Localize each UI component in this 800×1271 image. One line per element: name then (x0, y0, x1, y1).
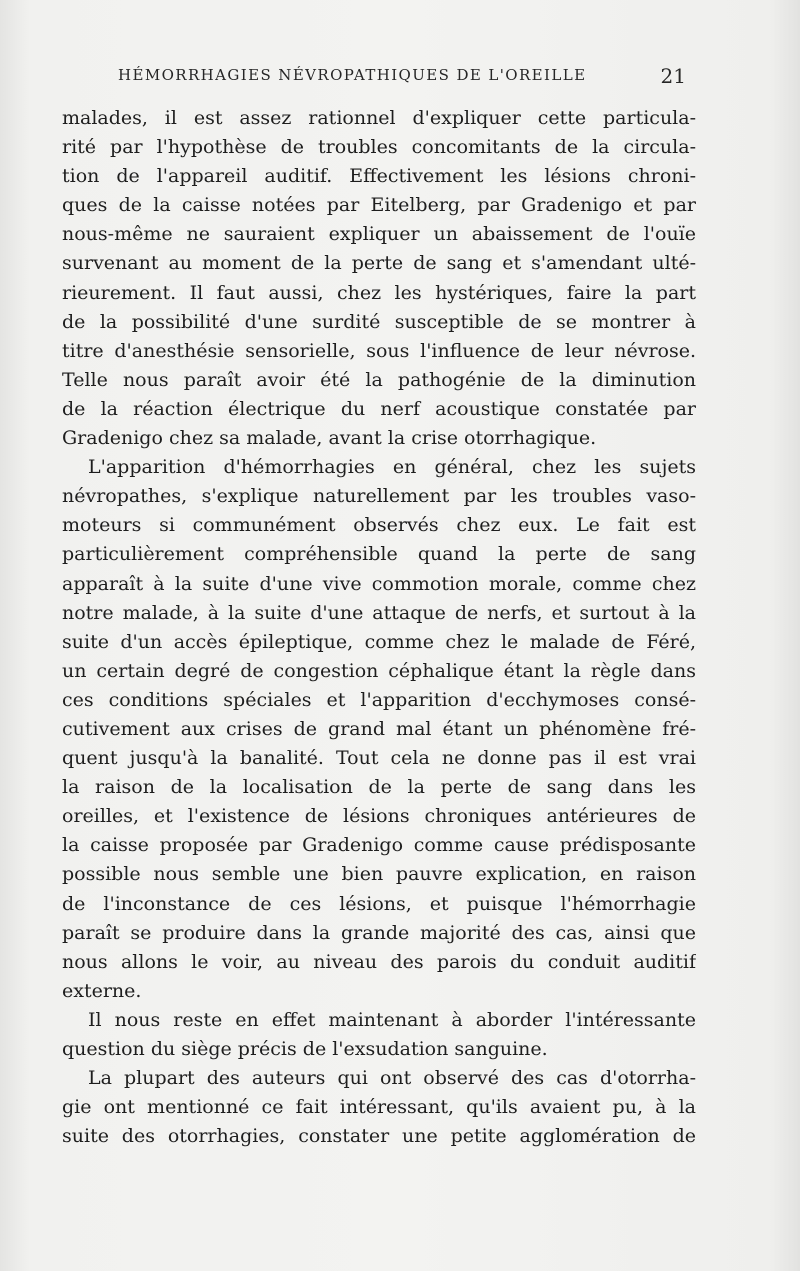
text-line: particulièrement compréhensible quand la perte de sang (62, 543, 696, 566)
text-line: cutivement aux crises de grand mal étant un phénomène fré- (62, 717, 696, 740)
text-line: malades, il est assez rationnel d'expliquer cette particula- (62, 107, 696, 129)
text-line: gie ont mentionné ce fait intéressant, qu'ils avaient pu, à la (62, 1096, 696, 1119)
text-line: névropathes, s'explique naturellement par les troubles vaso- (62, 485, 696, 508)
text-line: moteurs si communément observés chez eux. Le fait est (62, 514, 696, 537)
text-line: de l'inconstance de ces lésions, et puisque l'hémorrhagie (62, 892, 696, 915)
text-line: de la possibilité d'une surdité susceptible de se montrer à (62, 310, 696, 333)
text-line: suite d'un accès épileptique, comme chez le malade de Féré, (62, 630, 696, 653)
text-line: La plupart des auteurs qui ont observé des cas d'otorrha- (88, 1067, 696, 1090)
text-line: nous-même ne sauraient expliquer un abaissement de l'ouïe (62, 223, 696, 246)
text-line: rieurement. Il faut aussi, chez les hystériques, faire la part (62, 281, 696, 304)
text-line: la caisse proposée par Gradenigo comme cause prédisposante (62, 834, 696, 857)
text-line: externe. (62, 979, 142, 1002)
text-line: de la réaction électrique du nerf acoustique constatée par (62, 397, 696, 420)
running-title: HÉMORRHAGIES NÉVROPATHIQUES DE L'OREILLE (118, 66, 587, 84)
text-line: Il nous reste en effet maintenant à aborder l'intéressante (88, 1008, 696, 1031)
text-line: paraît se produire dans la grande majorité des cas, ainsi que (62, 921, 696, 944)
text-line: apparaît à la suite d'une vive commotion morale, comme chez (62, 572, 696, 595)
text-line: survenant au moment de la perte de sang et s'amendant ulté- (62, 252, 696, 275)
text-line: nous allons le voir, au niveau des parois du conduit auditif (62, 950, 696, 973)
text-line: ces conditions spéciales et l'apparition d'ecchymoses consé- (62, 688, 696, 711)
running-header (118, 64, 686, 90)
text-line: notre malade, à la suite d'une attaque de nerfs, et surtout à la (62, 601, 696, 624)
text-line: ques de la caisse notées par Eitelberg, par Gradenigo et par (62, 194, 696, 217)
text-line: rité par l'hypothèse de troubles concomitants de la circula- (62, 136, 696, 159)
text-line: question du siège précis de l'exsudation sanguine. (62, 1038, 548, 1060)
body-text (62, 104, 696, 1151)
page-number: 21 (660, 64, 686, 88)
text-line: la raison de la localisation de la perte de sang dans les (62, 776, 696, 799)
text-line: possible nous semble une bien pauvre explication, en raison (62, 863, 696, 886)
text-line: oreilles, et l'existence de lésions chroniques antérieures de (62, 805, 696, 828)
text-line: Telle nous paraît avoir été la pathogénie de la diminution (62, 368, 696, 391)
text-line: L'apparition d'hémorrhagies en général, chez les sujets (88, 456, 696, 479)
text-line: un certain degré de congestion céphalique étant la règle dans (62, 659, 696, 682)
text-line: quent jusqu'à la banalité. Tout cela ne donne pas il est vrai (62, 747, 696, 770)
text-line: Gradenigo chez sa malade, avant la crise otorrhagique. (62, 427, 597, 450)
text-line: suite des otorrhagies, constater une petite agglomération de (62, 1125, 696, 1148)
text-line: tion de l'appareil auditif. Effectivement les lésions chroni- (62, 165, 696, 188)
text-line: titre d'anesthésie sensorielle, sous l'influence de leur névrose. (62, 339, 696, 362)
